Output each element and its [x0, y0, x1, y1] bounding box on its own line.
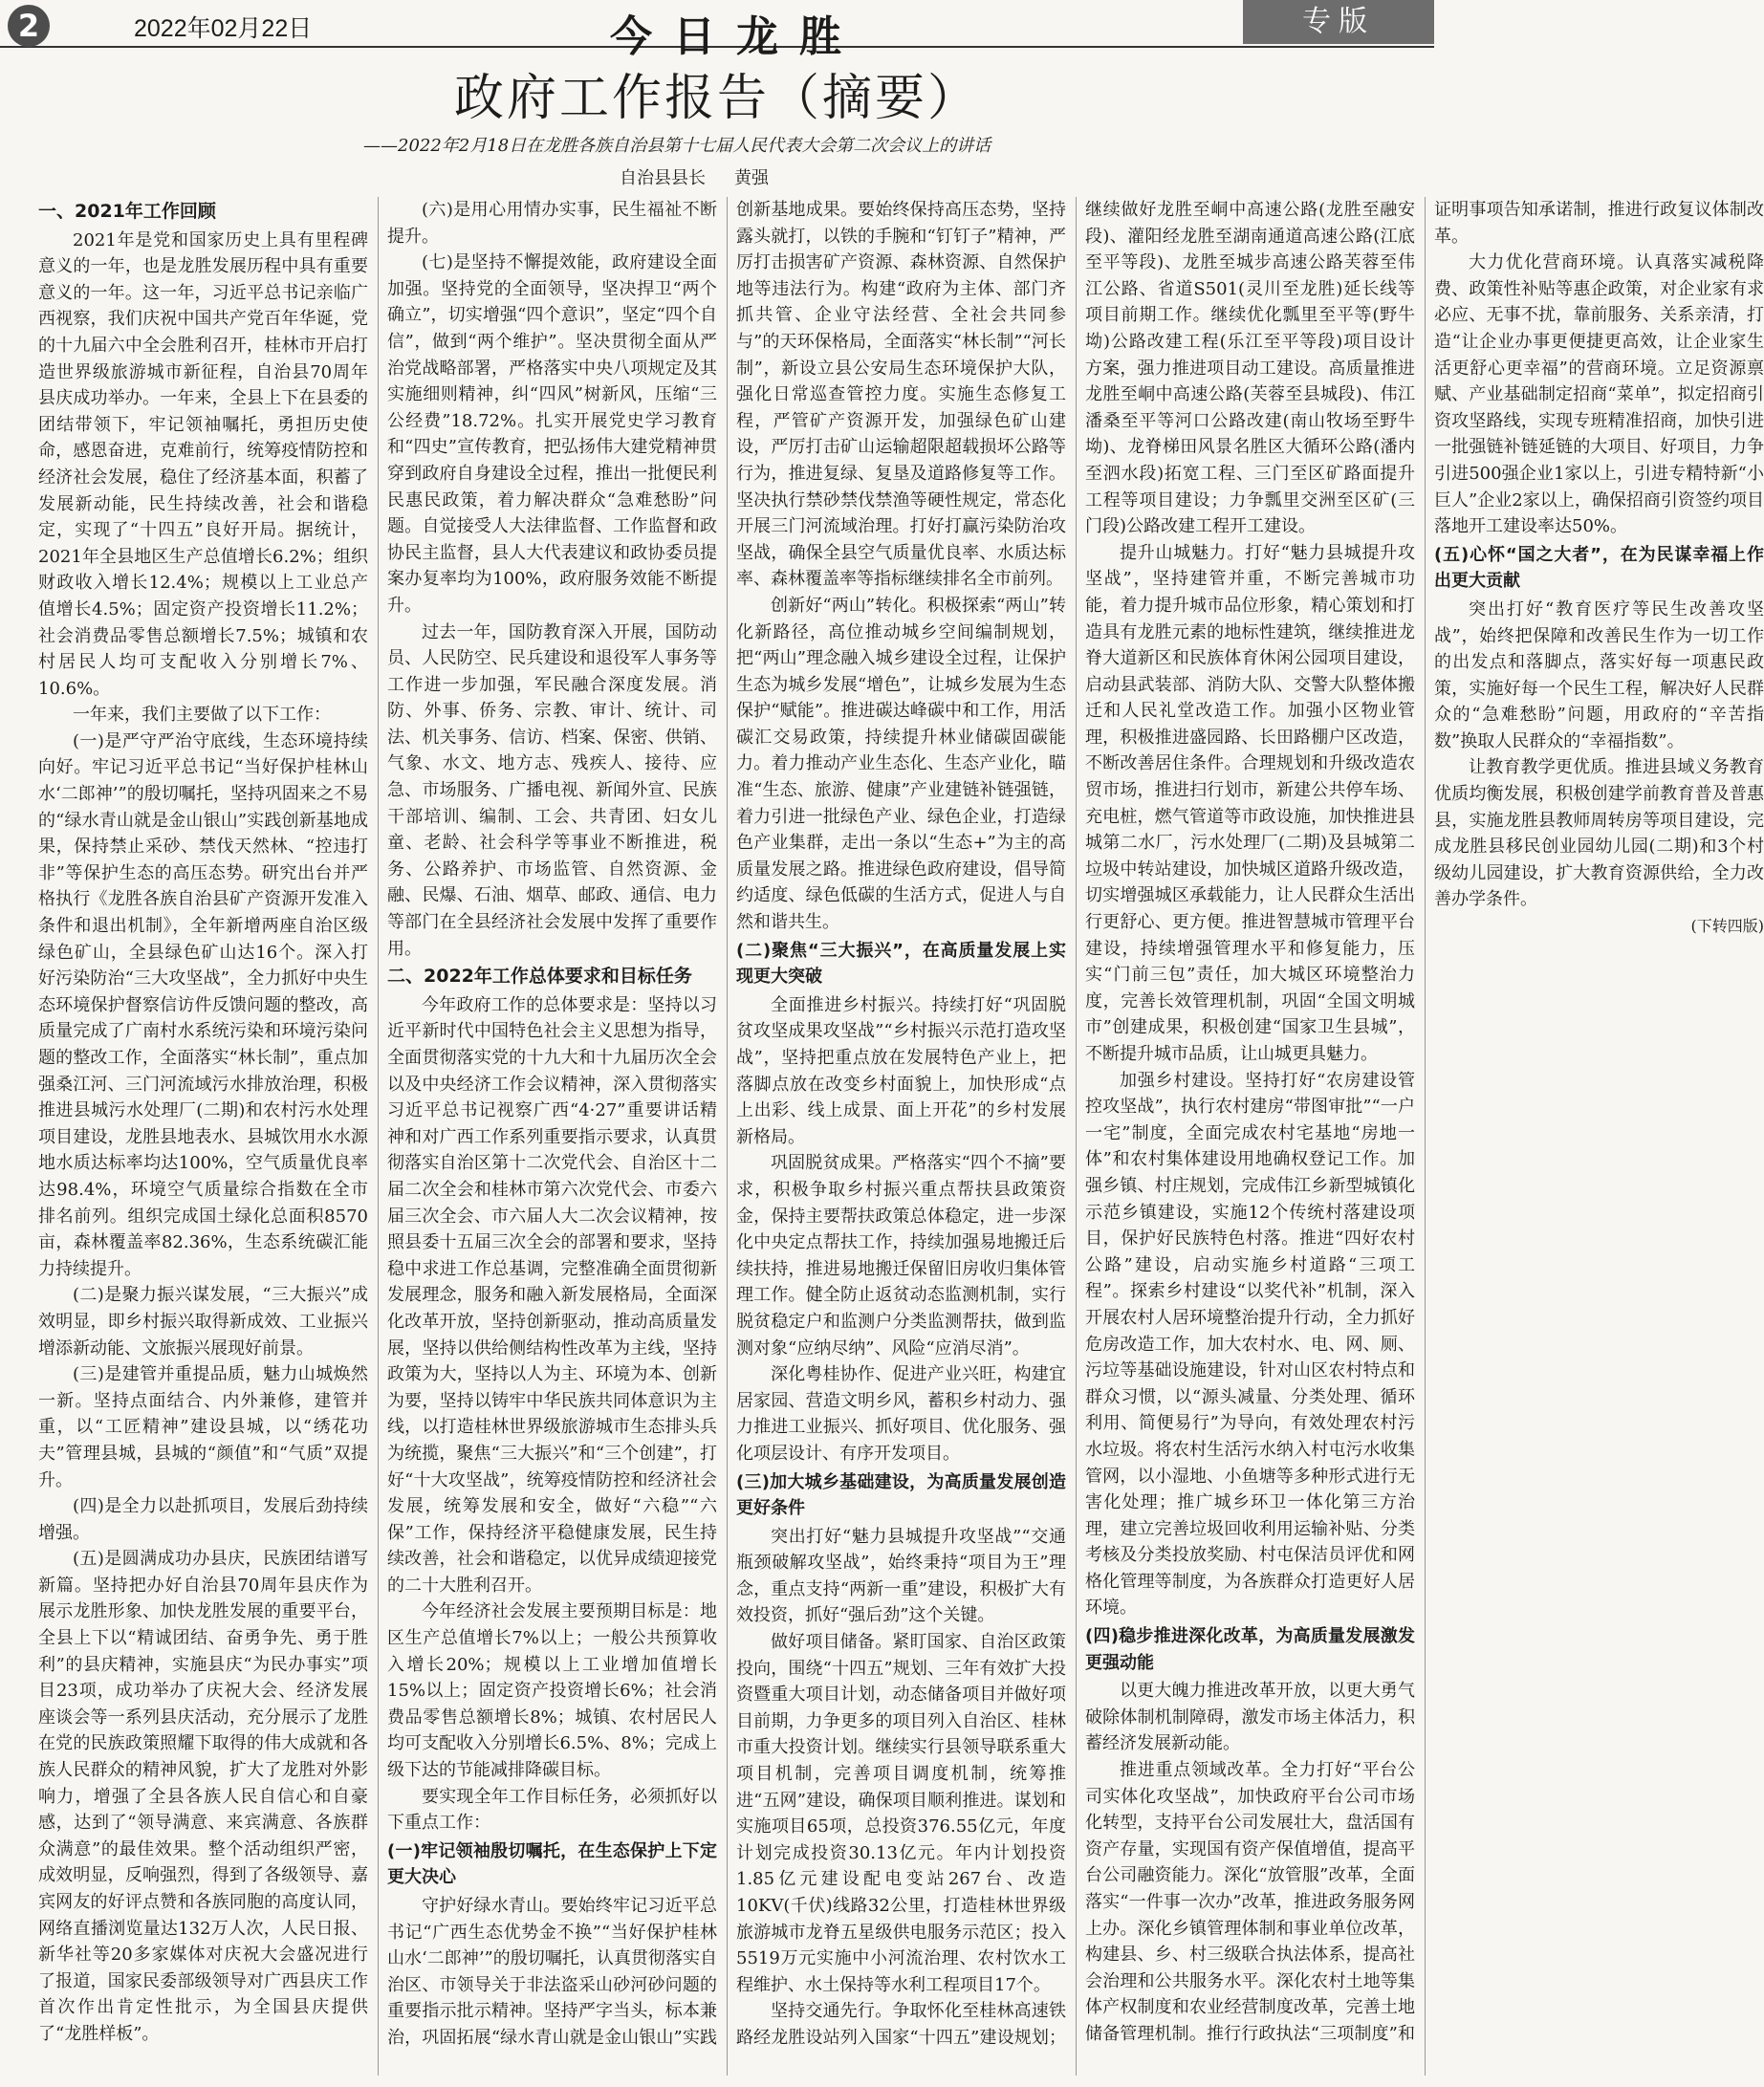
paragraph: 过去一年，国防教育深入开展，国防动员、人民防空、民兵建设和退役军人事务等工作进一步加强，军民融合深度发展。消防、外事、侨务、宗教、审计、统计、司法、机关事务、信访、档案、保密、供销、气象、水文、地方志、残疾人、接待、应急、市场服务、广播电视、新闻外宣、民族干部培训、编制、工会、共青团、妇女儿童、老龄、社会科学等事业不断推进，税务、公路养护、市场监管、自然资源、金融、民爆、石油、烟草、邮政、通信、电力等部门在全县经济社会发展中发挥了重要作用。	[387, 621, 717, 959]
paragraph: 突出打好“魅力县城提升攻坚战”“交通瓶颈破解攻坚战”，始终秉持“项目为王”理念，重点支持“两新一重”建设，积极扩大有效投资，抓好“强后劲”这个关键。	[736, 1526, 1066, 1626]
paragraph: 要实现全年工作目标任务，必须抓好以下重点工作：	[387, 1786, 717, 1834]
paragraph: 一年来，我们主要做了以下工作：	[73, 705, 331, 726]
section-heading: 一、2021年工作回顾	[38, 201, 216, 222]
issue-date: 2022年02月22日	[134, 15, 313, 42]
subsection-heading: (四)稳步推进深化改革，为高质量发展激发更强动能	[1085, 1626, 1415, 1673]
paragraph: 加强乡村建设。坚持打好“农房建设管控攻坚战”，执行农村建房“带图审批”“一户一宅”制度，全面完成农村宅基地“房地一体”和农村集体建设用地确权登记工作。加强乡镇、村庄规划，完成伟江乡新型城镇化示范乡镇建设，实施12个传统村落建设项目，保护好民族特色村落。推进“四好农村公路”建设，启动实施乡村道路“三项工程”。探索乡村建设“以奖代补”机制，深入开展农村人居环境整治提升行动，全力抓好危房改造工作，加大农村水、电、网、厕、污垃等基础设施建设，针对山区农村特点和群众习惯，以“源头减量、分类处理、循环利用、简便易行”为导向，有效处理农村污水垃圾。将农村生活污水纳入村屯污水收集管网，以小湿地、小鱼塘等多种形式进行无害化处理；推广城乡环卫一体化第三方治理，建立完善垃圾回收利用运输补贴、分类考核及分类投放奖励、村屯保洁员评优和网格化管理等制度，为各族群众打造更好人居环境。	[1085, 1070, 1415, 1619]
subsection-heading: (五)心怀“国之大者”，在为民谋幸福上作出更大贡献	[1434, 544, 1764, 592]
byline	[620, 164, 797, 189]
paragraph: (七)是坚持不懈提效能，政府建设全面加强。坚持党的全面领导，坚决捍卫“两个确立”，切实增强“四个意识”，坚定“四个自信”，做到“两个维护”。坚决贯彻全面从严治党战略部署，严格落实中央八项规定及其实施细则精神，纠“四风”树新风，压缩“三公经费”18.72%。扎实开展党史学习教育和“四史”宣传教育，把弘扬伟大建党精神贯穿到政府自身建设全过程，推出一批便民利民惠民政策，着力解决群众“急难愁盼”问题。自觉接受人大法律监督、工作监督和政协民主监督，县人大代表建议和政协委员提案办复率均为100%，政府服务效能不断提升。	[387, 252, 717, 616]
article-title: 政府工作报告（摘要）	[453, 70, 980, 127]
paragraph: 突出打好“教育医疗等民生改善攻坚战”，始终把保障和改善民生作为一切工作的出发点和落脚点，落实好每一项惠民政策，实施好每一个民生工程，解决好人民群众的“急难愁盼”问题，用政府的“辛苦指数”换取人民群众的“幸福指数”。	[1434, 598, 1764, 751]
paragraph: 推进重点领域改革。全力打好“平台公司实体化攻坚战”，加快政府平台公司市场化转型，支持平台公司发展壮大，盘活国有资产存量，实现国有资产保值增值，提高平台公司融资能力。深化“放管服”改革，全面落实“一件事一次办”改革，推进政务服务网上办。深化乡镇管理体制和事业单位改革，构建县、乡、村三级联合执法体系，提高社会治理和公共服务水平。深化农村土地等集体产权制度和农业经营制度改革，完善土地储备管理机制。推行行政执法“三项制度”和证明事项告知承诺制，推进行政复议体制改革。	[1085, 200, 1764, 2044]
newspaper-name: 今日龙胜	[610, 12, 862, 61]
paragraph: 做好项目储备。紧盯国家、自治区政策投向，围绕“十四五”规划、三年有效扩大投资暨重大项目计划，动态储备项目并做好项目前期，力争更多的项目列入自治区、桂林市重大投资计划。继续实行县领导联系重大项目机制，完善项目调度机制，统筹推进“五网”建设，确保项目顺利推进。谋划和实施项目65项，总投资376.55亿元，年度计划完成投资30.13亿元。年内计划投资1.85亿元建设配电变站267台、改造10KV(千伏)线路32公里，打造桂林世界级旅游城市龙脊五星级供电服务示范区；投入5519万元实施中小河流治理、农村饮水工程维护、水土保持等水利工程项目17个。	[736, 1632, 1066, 1995]
page-number-badge: 2	[8, 5, 50, 47]
article-body	[38, 197, 1764, 2076]
subsection-heading: (二)聚焦“三大振兴”，在高质量发展上实现更大突破	[736, 940, 1066, 988]
paragraph: (二)是聚力振兴谋发展，“三大振兴”成效明显，即乡村振兴取得新成效、工业振兴增添新动能、文旅振兴展现好前景。	[38, 1285, 368, 1359]
paragraph: (一)是严守严治守底线，生态环境持续向好。牢记习近平总书记“当好保护桂林山水‘二郎神’”的殷切嘱托，坚持巩固来之不易的“绿水青山就是金山银山”实践创新基地成果，保持禁止采砂、禁伐天然林、“控违打非”等保护生态的高压态势。研究出台并严格执行《龙胜各族自治县矿产资源开发准入条件和退出机制》，全年新增两座自治区级绿色矿山，全县绿色矿山达16个。深入打好污染防治“三大攻坚战”，全力抓好中央生态环境保护督察信访件反馈问题的整改，高质量完成了广南村水系统污染和环境污染问题的整改工作，全面落实“林长制”，重点加强桑江河、三门河流域污水排放治理，积极推进县城污水处理厂(二期)和农村污水处理项目建设，龙胜县地表水、县城饮用水水源地水质达标率均达100%，空气质量优良率达98.4%，环境空气质量综合指数在全市排名前列。组织完成国土绿化总面积8570亩，森林覆盖率82.36%，生态系统碳汇能力持续提升。	[38, 730, 368, 1279]
paragraph: 以更大魄力推进改革开放，以更大勇气破除体制机制障碍，激发市场主体活力，积蓄经济发展新动能。	[1085, 1681, 1415, 1754]
masthead	[0, 0, 1434, 61]
paragraph: 坚持交通先行。争取怀化至桂林高速铁路经龙胜设站列入国家“十四五”建设规划；继续做好龙胜至峒中高速公路(龙胜至融安段)、灌阳经龙胜至湖南通道高速公路(江底至平等段)、龙胜至城步高速公路芙蓉至伟江公路、省道S501(灵川至龙胜)延长线等项目前期工作。继续优化瓢里至平等(野牛坳)公路改建工程(乐江至平等段)项目设计方案，强力推进项目动工建设。高质量推进龙胜至峒中高速公路(芙蓉至县城段)、伟江潘桑至平等河口公路改建(南山牧场至野牛坳)、龙脊梯田风景名胜区大循环公路(潘内至泗水段)拓宽工程、三门至区矿路面提升工程等项目建设；力争瓢里交洲至区矿(三门段)公路改建工程开工建设。	[736, 200, 1415, 2048]
paragraph: 全面推进乡村振兴。持续打好“巩固脱贫攻坚成果攻坚战”“乡村振兴示范打造攻坚战”，坚持把重点放在发展特色产业上，把落脚点放在改变乡村面貌上，加快形成“点上出彩、线上成景、面上开花”的乡村发展新格局。	[736, 994, 1066, 1147]
paragraph: (三)是建管并重提品质，魅力山城焕然一新。坚持点面结合、内外兼修，建管并重，以“工匠精神”建设县城，以“绣花功夫”管理县城，县城的“颜值”和“气质”双提升。	[38, 1364, 368, 1490]
paragraph: 今年政府工作的总体要求是：坚持以习近平新时代中国特色社会主义思想为指导，全面贯彻落实党的十九大和十九届历次全会以及中央经济工作会议精神，深入贯彻落实习近平总书记视察广西“4·27”重要讲话精神和对广西工作系列重要指示要求，认真贯彻落实自治区第十二次党代会、自治区十二届二次全会和桂林市第六次党代会、市委六届三次全会、市六届人大二次会议精神，按照县委十五届三次全会的部署和要求，坚持稳中求进工作总基调，完整准确全面贯彻新发展理念，服务和融入新发展格局，全面深化改革开放，坚持创新驱动，推动高质量发展，坚持以供给侧结构性改革为主线，坚持政策为大，坚持以人为主、环境为本、创新为要，坚持以铸牢中华民族共同体意识为主线，以打造桂林世界级旅游城市生态排头兵为统揽，聚焦“三大振兴”和“三个创建”，打好“十大攻坚战”，统筹疫情防控和经济社会发展，统筹发展和安全，做好“六稳”“六保”工作，保持经济平稳健康发展，民生持续改善，社会和谐稳定，以优异成绩迎接党的二十大胜利召开。	[387, 994, 717, 1596]
subsection-heading: (一)牢记领袖殷切嘱托，在生态保护上下定更大决心	[387, 1840, 717, 1888]
continued-note: (下转四版)	[1690, 917, 1764, 936]
paragraph: 让教育教学更优质。推进县域义务教育优质均衡发展，积极创建学前教育普及普惠县，实施龙胜县教师周转房等项目建设，完成龙胜县移民创业园幼儿园(二期)和3个村级幼儿园建设，扩大教育资源供给，全力改善办学条件。	[1434, 757, 1764, 910]
section-label: 专版	[1243, 0, 1434, 44]
paragraph: 守护好绿水青山。要始终牢记习近平总书记“广西生态优势金不换”“当好保护桂林山水‘二郎神’”的殷切嘱托，认真贯彻落实自治区、市领导关于非法盗采山砂河砂问题的重要指示批示精神。坚持严字当头，标本兼治，巩固拓展“绿水青山就是金山银山”实践创新基地成果。要始终保持高压态势，坚持露头就打，以铁的手腕和“钉钉子”精神，严厉打击损害矿产资源、森林资源、自然保护地等违法行为。构建“政府为主体、部门齐抓共管、企业守法经营、全社会共同参与”的天环保格局，全面落实“林长制”“河长制”，新设立县公安局生态环境保护大队，强化日常巡查管控力度。实施生态修复工程，严管矿产资源开发，加强绿色矿山建设，严厉打击矿山运输超限超载损坏公路等行为，推进复绿、复垦及道路修复等工作。坚决执行禁砂禁伐禁渔等硬性规定，常态化开展三门河流域治理。打好打赢污染防治攻坚战，确保全县空气质量优良率、水质达标率、森林覆盖率等指标继续排名全市前列。	[387, 200, 1066, 2048]
paragraph: (六)是用心用情办实事，民生福祉不断提升。	[387, 200, 717, 247]
paragraph: 深化粤桂协作、促进产业兴旺，构建宜居家园、营造文明乡风，蓄积乡村动力、强力推进工业振兴、抓好项目、优化服务、强化项层设计、有序开发项目。	[736, 1364, 1066, 1464]
paragraph: (四)是全力以赴抓项目，发展后劲持续增强。	[38, 1496, 368, 1543]
paragraph: 提升山城魅力。打好“魅力县城提升攻坚战”，坚持建管并重，不断完善城市功能，着力提升城市品位形象，精心策划和打造具有龙胜元素的地标性建筑，继续推进龙脊大道新区和民族体育休闲公园项目建设，启动县武装部、消防大队、交警大队整体搬迁和人民礼堂改造工作。加强小区物业管理，积极推进盛园路、长田路棚户区改造，不断改善居住条件。合理规划和升级改造农贸市场，推进扫行划市，新建公共停车场、充电桩，燃气管道等市政设施，加快推进县城第二水厂，污水处理厂(二期)及县城第二垃圾中转站建设，加快城区道路升级改造，切实增强城区承载能力，让人民群众生活出行更舒心、更方便。推进智慧城市管理平台建设，持续增强管理水平和修复能力，压实“门前三包”责任，加大城区环境整治力度，完善长效管理机制，巩固“全国文明城市”创建成果，积极创建“国家卫生县城”，不断提升城市品质，让山城更具魅力。	[1085, 542, 1415, 1064]
section-heading: 二、2022年工作总体要求和目标任务	[387, 966, 692, 988]
article-subtitle: ——2022年2月18日在龙胜各族自治县第十七届人民代表大会第二次会议上的讲话	[363, 136, 991, 156]
paragraph: 巩固脱贫成果。严格落实“四个不摘”要求，积极争取乡村振兴重点帮扶县政策资金，保持主要帮扶政策总体稳定，进一步深化中央定点帮扶工作，持续加强易地搬迁后续扶持，推进易地搬迁保留旧房收归集体管理工作。健全防止返贫动态监测机制，实行脱贫稳定户和监测户分类监测帮扶，做到监测对象“应纳尽纳”、风险“应消尽消”。	[736, 1153, 1066, 1359]
author-role: 自治县县长	[620, 168, 706, 188]
paragraph: 大力优化营商环境。认真落实减税降费、政策性补贴等惠企政策，对企业家有求必应、无事不扰，靠前服务、关系亲清，打造“让企业办事更便捷更高效，让企业家生活更舒心更幸福”的营商环境。立足资源禀赋、产业基础制定招商“菜单”，拟定招商引资攻坚路线，实现专班精准招商，加快引进一批强链补链延链的大项目、好项目，力争引进500强企业1家以上，引进专精特新“小巨人”企业2家以上，确保招商引资签约项目落地开工建设率达50%。	[1434, 252, 1764, 537]
subsection-heading: (三)加大城乡基础建设，为高质量发展创造更好条件	[736, 1471, 1066, 1519]
paragraph: 2021年是党和国家历史上具有里程碑意义的一年，也是龙胜发展历程中具有重要意义的一年。这一年，习近平总书记亲临广西视察，我们庆祝中国共产党百年华诞，党的十九届六中全会胜利召开，桂林市开启打造世界级旅游城市新征程，自治县70周年县庆成功举办。一年来，全县上下在县委的团结带领下，牢记领袖嘱托，勇担历史使命，感恩奋进，克难前行，统筹疫情防控和经济社会发展，稳住了经济基本面，积蓄了发展新动能，民生持续改善，社会和谐稳定，实现了“十四五”良好开局。据统计，2021年全县地区生产总值增长6.2%；组织财政收入增长12.4%；规模以上工业总产值增长4.5%；固定资产投资增长11.2%；社会消费品零售总额增长7.5%；城镇和农村居民人均可支配收入分别增长7%、10.6%。	[38, 229, 368, 699]
author-name: 黄强	[734, 168, 769, 188]
paragraph: 今年经济社会发展主要预期目标是：地区生产总值增长7%以上；一般公共预算收入增长20%；规模以上工业增加值增长15%以上；固定资产投资增长6%；社会消费品零售总额增长8%；城镇、农村居民人均可支配收入分别增长6.5%、8%；完成上级下达的节能减排降碳目标。	[387, 1601, 717, 1781]
paragraph: (五)是圆满成功办县庆，民族团结谱写新篇。坚持把办好自治县70周年县庆作为展示龙胜形象、加快龙胜发展的重要平台，全县上下以“精诚团结、奋勇争先、勇于胜利”的县庆精神，实施县庆“为民办事实”项目23项，成功举办了庆祝大会、经济发展座谈会等一系列县庆活动，充分展示了龙胜在党的民族政策照耀下取得的伟大成就和各族人民群众的精神风貌，扩大了龙胜对外影响力，增强了全县各族人民自信心和自豪感，达到了“领导满意、来宾满意、各族群众满意”的最佳效果。整个活动组织严密，成效明显，反响强烈，得到了各级领导、嘉宾网友的好评点赞和各族同胞的高度认同，网络直播浏览量达132万人次，人民日报、新华社等20多家媒体对庆祝大会盛况进行了报道，国家民委部级领导对广西县庆工作首次作出肯定性批示，为全国县庆提供了“龙胜样板”。	[38, 1549, 368, 2044]
paragraph: 创新好“两山”转化。积极探索“两山”转化新路径，高位推动城乡空间编制规划，把“两山”理念融入城乡建设全过程，让保护生态为城乡发展“增色”，让城乡发展为生态保护“赋能”。推进碳达峰碳中和工作，用活碳汇交易政策，持续提升林业储碳固碳能力。着力推动产业生态化、生态产业化，瞄准“生态、旅游、健康”产业建链补链强链，着力引进一批绿色产业、绿色企业，打造绿色产业集群，走出一条以“生态+”为主的高质量发展之路。推进绿色政府建设，倡导简约适度、绿色低碳的生活方式，促进人与自然和谐共生。	[736, 595, 1066, 933]
